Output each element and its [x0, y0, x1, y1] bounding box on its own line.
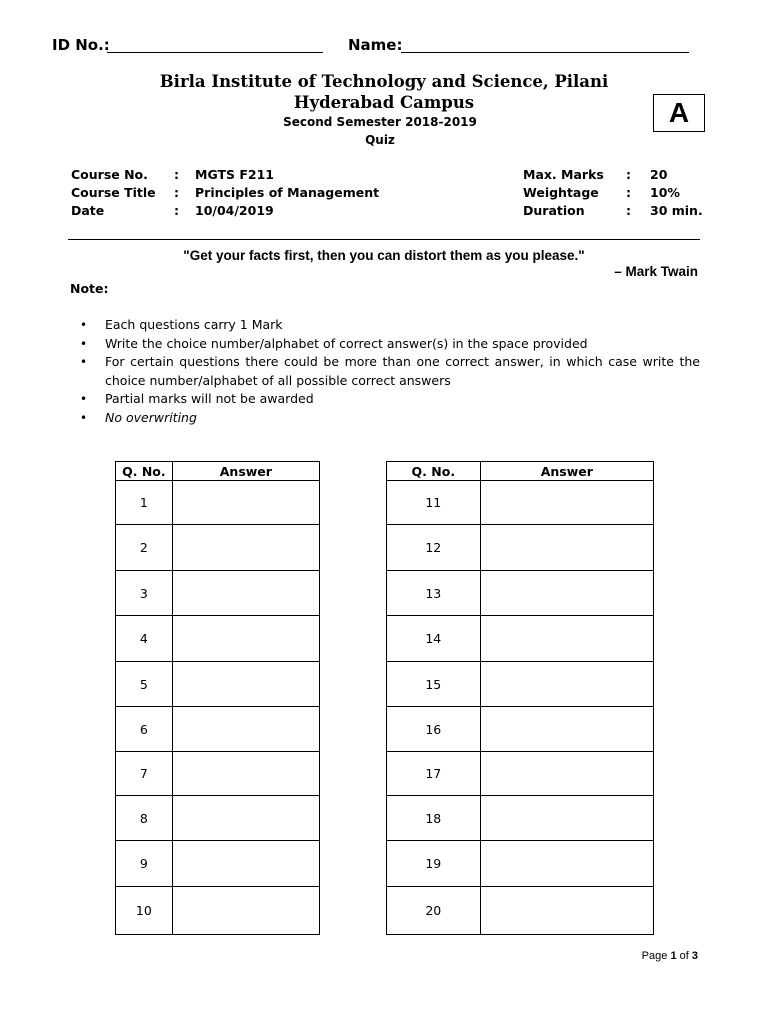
table-row [116, 616, 320, 662]
question-number: 11 [387, 481, 481, 525]
date-sep: : [174, 203, 179, 218]
answer-cell[interactable] [172, 525, 319, 571]
col-header-qno: Q. No. [387, 462, 481, 481]
question-number: 17 [387, 752, 481, 796]
question-number: 6 [116, 707, 173, 752]
table-row [387, 525, 654, 571]
answer-cell[interactable] [172, 662, 319, 707]
table-row [387, 707, 654, 752]
answer-table-right [386, 461, 654, 935]
table-row [116, 887, 320, 935]
table-row [387, 662, 654, 707]
table-row [116, 707, 320, 752]
bullet-icon: • [80, 355, 88, 369]
max-marks-label: Max. Marks [523, 167, 604, 182]
institute-name: Birla Institute of Technology and Science, Pilani [159, 72, 609, 91]
col-header-qno: Q. No. [116, 462, 173, 481]
max-marks-sep: : [626, 167, 631, 182]
table-row [116, 796, 320, 841]
name-label: Name: [348, 36, 403, 54]
note-label: Note: [70, 281, 109, 296]
duration-label: Duration [523, 203, 585, 218]
campus-name: Hyderabad Campus [293, 93, 475, 112]
id-label: ID No.: [52, 36, 110, 54]
weightage-sep: : [626, 185, 631, 200]
col-header-answer: Answer [172, 462, 319, 481]
question-number: 12 [387, 525, 481, 571]
table-row [116, 571, 320, 616]
answer-cell[interactable] [480, 796, 653, 841]
list-item: • Partial marks will not be awarded [80, 390, 700, 409]
answer-cell[interactable] [172, 796, 319, 841]
list-item: • Write the choice number/alphabet of correct answer(s) in the space provided [80, 335, 700, 354]
note-list [80, 316, 700, 427]
answer-cell[interactable] [480, 662, 653, 707]
question-number: 19 [387, 841, 481, 887]
question-number: 15 [387, 662, 481, 707]
list-item: • Each questions carry 1 Mark [80, 316, 700, 335]
question-number: 13 [387, 571, 481, 616]
table-row [387, 481, 654, 525]
col-header-answer: Answer [480, 462, 653, 481]
course-title-sep: : [174, 185, 179, 200]
answer-cell[interactable] [480, 887, 653, 935]
table-row [387, 887, 654, 935]
divider-rule [68, 239, 700, 240]
answer-cell[interactable] [172, 616, 319, 662]
duration-value: 30 min. [650, 203, 703, 218]
question-number: 4 [116, 616, 173, 662]
question-number: 20 [387, 887, 481, 935]
table-row [116, 752, 320, 796]
table-row [116, 841, 320, 887]
answer-cell[interactable] [480, 752, 653, 796]
date-label: Date [71, 203, 105, 218]
answer-cell[interactable] [172, 571, 319, 616]
bullet-icon: • [80, 336, 88, 351]
answer-cell[interactable] [172, 841, 319, 887]
course-no-label: Course No. [71, 167, 148, 182]
answer-cell[interactable] [480, 616, 653, 662]
duration-sep: : [626, 203, 631, 218]
answer-cell[interactable] [172, 481, 319, 525]
question-number: 9 [116, 841, 173, 887]
question-number: 5 [116, 662, 173, 707]
question-number: 3 [116, 571, 173, 616]
answer-cell[interactable] [480, 707, 653, 752]
answer-cell[interactable] [480, 481, 653, 525]
exam-type: Quiz [365, 133, 395, 147]
table-row [387, 571, 654, 616]
table-row [387, 841, 654, 887]
table-row [116, 662, 320, 707]
answer-table-left [115, 461, 320, 935]
course-no-value: MGTS F211 [195, 167, 274, 182]
question-number: 16 [387, 707, 481, 752]
max-marks-value: 20 [650, 167, 668, 182]
table-row [116, 525, 320, 571]
id-blank-line[interactable] [107, 52, 323, 53]
answer-cell[interactable] [172, 707, 319, 752]
course-title-value: Principles of Management [195, 185, 380, 200]
quote-text: "Get your facts first, then you can distort them as you please." [183, 248, 585, 263]
paper-set-box: A [653, 94, 705, 132]
name-blank-line[interactable] [401, 52, 689, 53]
question-number: 2 [116, 525, 173, 571]
semester: Second Semester 2018-2019 [283, 115, 477, 129]
table-row [387, 752, 654, 796]
bullet-icon: • [80, 318, 88, 332]
question-number: 8 [116, 796, 173, 841]
list-item: • For certain questions there could be more than one correct answer, in which case write the choice number/alphabet of all possible correct answers [80, 354, 700, 388]
bullet-icon: • [80, 392, 88, 406]
table-row [387, 796, 654, 841]
page-number: Page 1 of 3 [641, 950, 698, 962]
answer-cell[interactable] [172, 752, 319, 796]
question-number: 18 [387, 796, 481, 841]
course-title-label: Course Title [71, 185, 156, 200]
question-number: 10 [116, 887, 173, 935]
list-item: • No overwriting [80, 409, 700, 428]
date-value: 10/04/2019 [195, 203, 274, 218]
answer-cell[interactable] [172, 887, 319, 935]
answer-cell[interactable] [480, 571, 653, 616]
course-no-sep: : [174, 167, 179, 182]
answer-cell[interactable] [480, 525, 653, 571]
question-number: 14 [387, 616, 481, 662]
table-row [387, 616, 654, 662]
weightage-value: 10% [650, 185, 680, 200]
weightage-label: Weightage [523, 185, 599, 200]
bullet-icon: • [80, 410, 88, 425]
question-number: 7 [116, 752, 173, 796]
answer-cell[interactable] [480, 841, 653, 887]
quote-author: – Mark Twain [614, 264, 698, 279]
table-row [116, 481, 320, 525]
question-number: 1 [116, 481, 173, 525]
